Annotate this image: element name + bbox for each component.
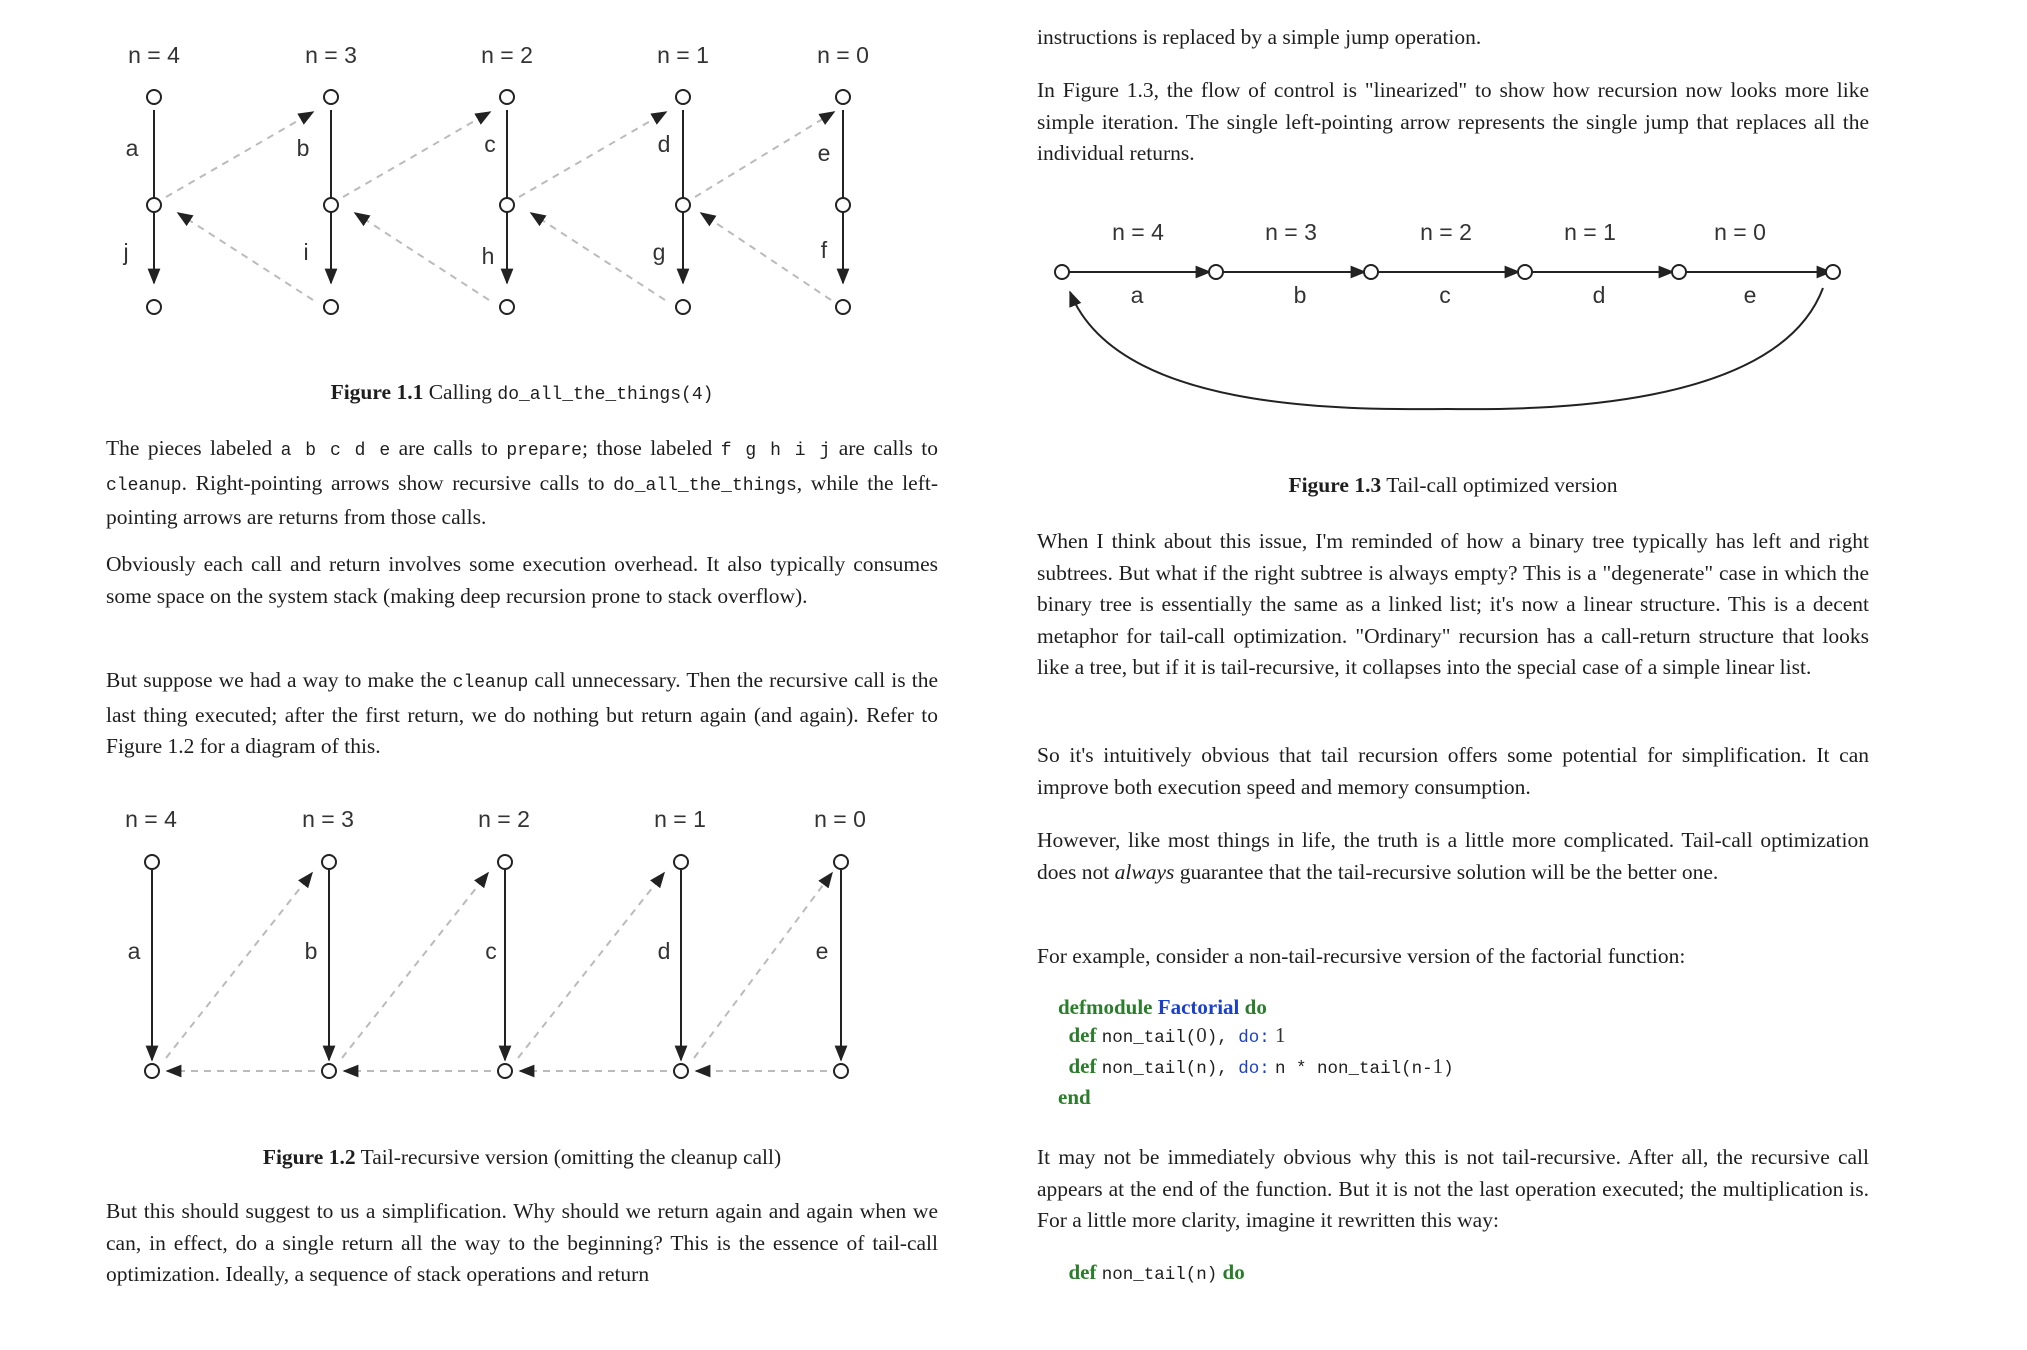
fig13-n-label: n = 4 <box>1112 219 1164 245</box>
left-paragraph-3: But suppose we had a way to make the cleanup call unnecessary. Then the recursive call is the last thing executed; after the first return, we do nothing but return again (and again). Refer to Figure 1.2 for a diagram of this. <box>106 668 938 759</box>
fig11-bottom-label: g <box>652 239 666 265</box>
right-paragraph-4: However, like most things in life, the truth is a little more complicated. Tail-call optimization does not always guarantee that the tail-recursive solution will be the better one. <box>1037 828 1869 884</box>
fig11-bottom-label: h <box>481 243 495 269</box>
non-tail-code-block: def non_tail(n) do <box>1068 1260 1245 1285</box>
fig11-top-label: b <box>296 135 310 161</box>
fig13-label: c <box>1439 282 1451 308</box>
fig11-n-label: n = 1 <box>657 42 709 68</box>
fig13-n-label: n = 3 <box>1265 219 1317 245</box>
fig11-n-label: n = 2 <box>481 42 533 68</box>
figure-1-1-caption-label: Figure 1.1 <box>330 380 424 404</box>
fig11-n-label: n = 3 <box>305 42 357 68</box>
factorial-code-block: defmodule Factorial do def non_tail(0), do: 1 def non_tail(n), do: n * non_tail(n-1) end <box>1058 995 1454 1109</box>
fig12-label: d <box>657 938 671 964</box>
fig11-n-label: n = 4 <box>128 42 180 68</box>
fig12-label: e <box>815 938 829 964</box>
fig11-top-label: c <box>484 131 496 157</box>
figure-1-3-caption-label: Figure 1.3 <box>1288 473 1382 497</box>
fig11-bottom-label: j <box>123 239 129 265</box>
fig13-label: a <box>1130 282 1144 308</box>
figure-1-3-diagram <box>1037 210 1869 420</box>
fig11-bottom-label: i <box>303 239 309 265</box>
right-paragraph-6: It may not be immediately obvious why this is not tail-recursive. After all, the recursive call appears at the end of the function. But it is not the last operation executed; the multiplication is. For a little more clarity, imagine it rewritten this way: <box>1037 1145 1869 1233</box>
fig13-n-label: n = 1 <box>1564 219 1616 245</box>
figure-1-1-caption-text: Calling <box>428 380 493 404</box>
fig11-bottom-label: f <box>820 237 828 263</box>
left-paragraph-2: Obviously each call and return involves some execution overhead. It also typically consumes some space on the system stack (making deep recursion prone to stack overflow). <box>106 552 938 608</box>
fig12-n-label: n = 0 <box>814 806 866 832</box>
figure-1-2-caption <box>106 1145 938 1170</box>
fig11-top-label: a <box>125 135 139 161</box>
right-paragraph-1: In Figure 1.3, the flow of control is "linearized" to show how recursion now looks more like simple iteration. The single left-pointing arrow represents the single jump that replaces all the individual returns. <box>1037 78 1869 166</box>
figure-1-1-caption <box>106 380 938 405</box>
fig11-top-label: d <box>657 131 671 157</box>
right-paragraph-2: When I think about this issue, I'm reminded of how a binary tree typically has left and right subtrees. But what if the right subtree is always empty? This is a "degenerate" case in which the binary tree is essentially the same as a linked list; it's now a linear structure. This is a decent metaphor for tail-call optimization. "Ordinary" recursion has a call-return structure that looks like a tree, but if it is tail-recursive, it collapses into the special case of a simple linear list. <box>1037 529 1869 680</box>
figure-1-2-caption-label: Figure 1.2 <box>262 1145 356 1169</box>
left-paragraph-1: The pieces labeled a b c d e are calls to prepare; those labeled f g h i j are calls to cleanup. Right-pointing arrows show recursive calls to do_all_the_things, while the left-pointing arrows are returns from those calls. <box>106 436 938 530</box>
fig13-label: d <box>1592 282 1606 308</box>
figure-1-2-caption-text: Tail-recursive version (omitting the cleanup call) <box>360 1145 782 1169</box>
fig13-n-label: n = 0 <box>1714 219 1766 245</box>
fig12-n-label: n = 2 <box>478 806 530 832</box>
figure-1-3-caption <box>1037 473 1869 498</box>
fig12-n-label: n = 3 <box>302 806 354 832</box>
left-paragraph-4: But this should suggest to us a simplification. Why should we return again and again when we can, in effect, do a single return all the way to the beginning? This is the essence of tail-call optimization. Ideally, a sequence of stack operations and return <box>106 1199 938 1287</box>
right-paragraph-3: So it's intuitively obvious that tail recursion offers some potential for simplification. It can improve both execution speed and memory consumption. <box>1037 743 1869 799</box>
fig12-label: a <box>127 938 141 964</box>
figure-1-1-caption-code: do_all_the_things(4) <box>497 385 714 405</box>
fig13-label: e <box>1743 282 1757 308</box>
fig12-label: b <box>304 938 318 964</box>
fig13-label: b <box>1293 282 1307 308</box>
fig12-n-label: n = 1 <box>654 806 706 832</box>
figure-1-2-diagram <box>106 795 926 1095</box>
figure-1-1-diagram <box>106 30 926 330</box>
fig11-top-label: e <box>817 140 831 166</box>
figure-1-3-caption-text: Tail-call optimized version <box>1386 473 1618 497</box>
fig11-n-label: n = 0 <box>817 42 869 68</box>
right-paragraph-5: For example, consider a non-tail-recursive version of the factorial function: <box>1037 944 1686 968</box>
fig12-label: c <box>485 938 497 964</box>
right-paragraph-0: instructions is replaced by a simple jump operation. <box>1037 25 1482 49</box>
fig13-n-label: n = 2 <box>1420 219 1472 245</box>
fig12-n-label: n = 4 <box>125 806 177 832</box>
